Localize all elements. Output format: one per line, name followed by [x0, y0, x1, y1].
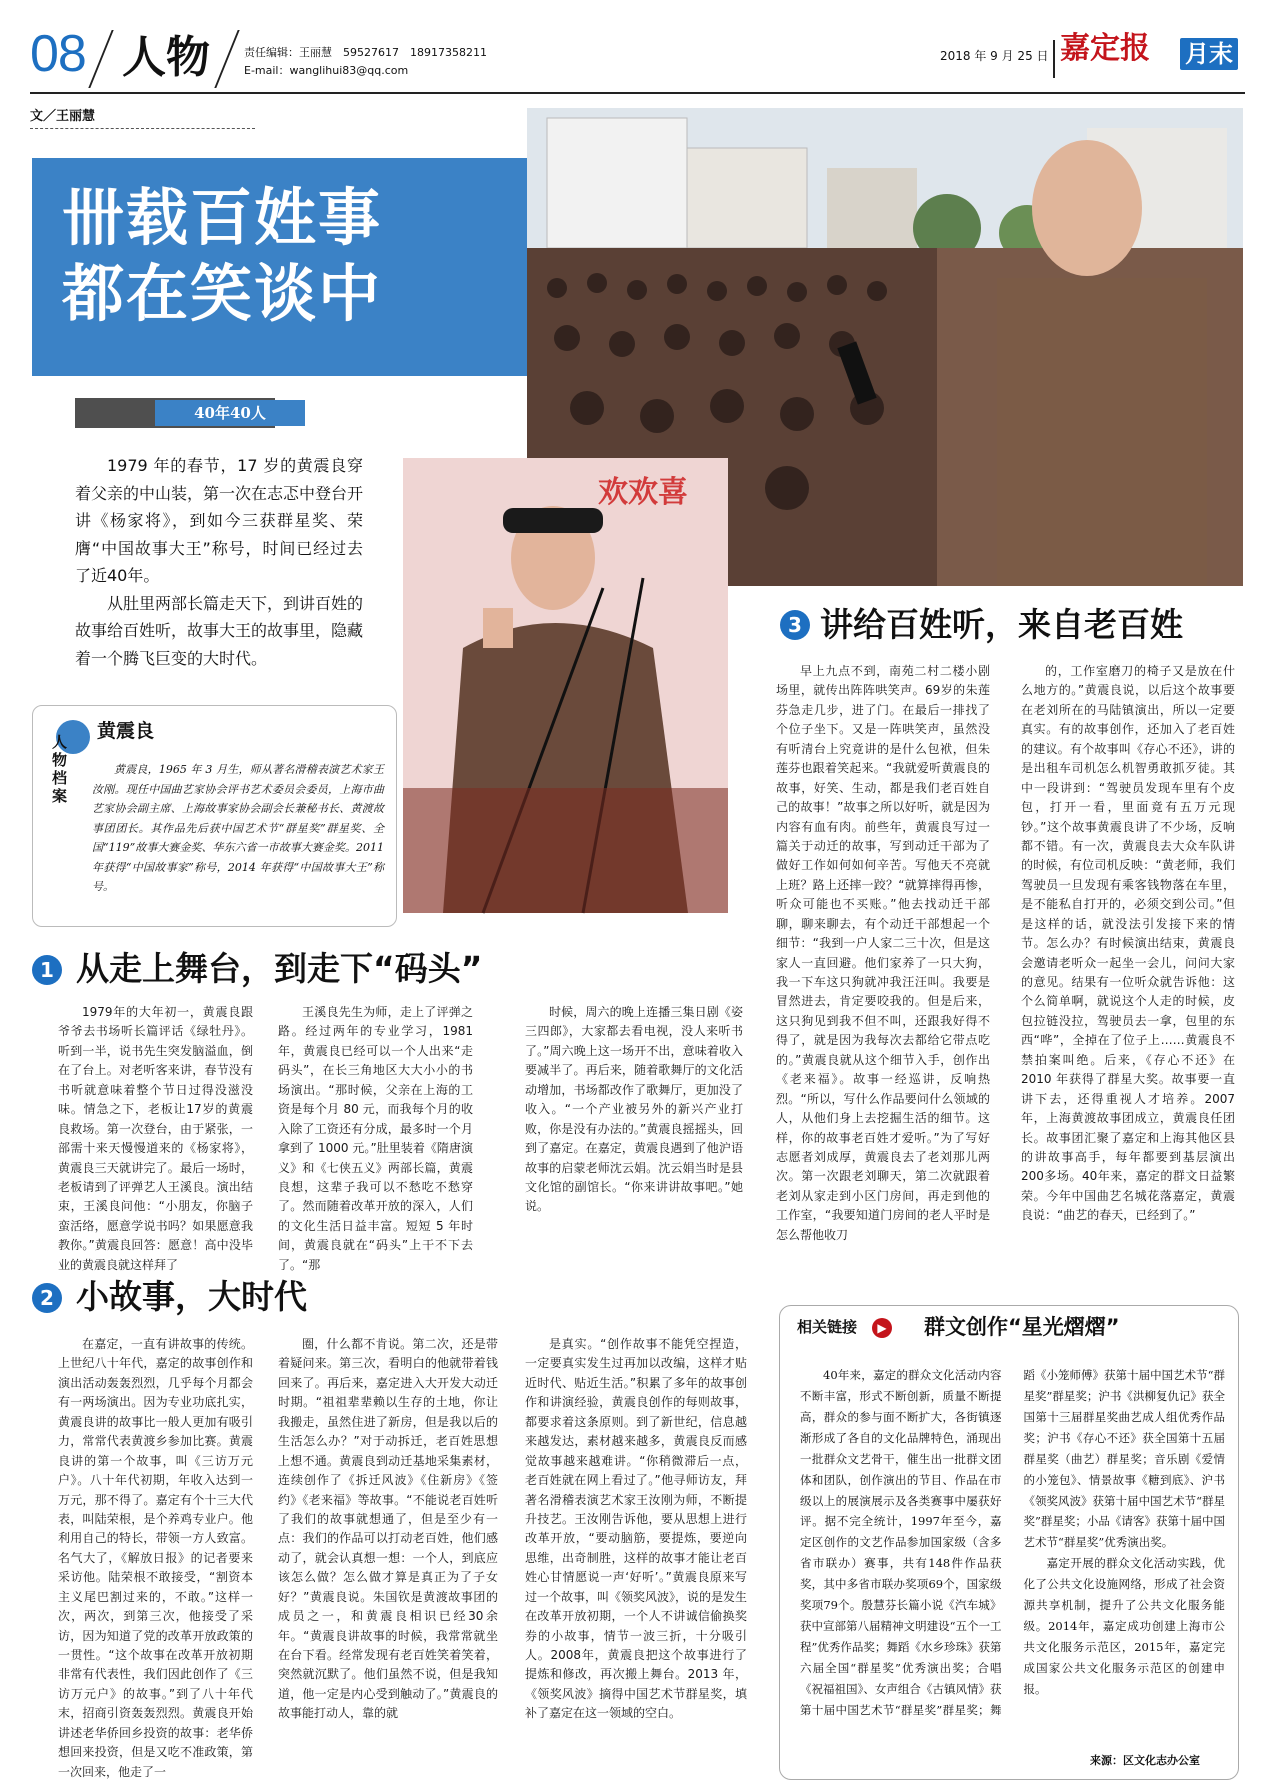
section1-column — [525, 1003, 743, 1253]
related-label: 相关链接 — [797, 1318, 858, 1336]
header-divider — [88, 30, 113, 88]
profile-tag: 人物档案 — [52, 733, 68, 805]
byline: 文／王丽慧 — [30, 109, 96, 124]
section-number-icon: 1 — [32, 955, 62, 985]
section-title: 从走上舞台，到走下“码头” — [76, 949, 483, 988]
article-text: 王溪良先生为师，走上了评弹之路。经过两年的专业学习，1981 年，黄震良已经可以一个人出来“走码头”，在长三角地区大大小小的书场演出。“那时候，父亲在上海的工资是每个月 80 元，而我每个月的收入除了工资还有分成，最多时一个月拿到了 1000 元。”肚里装着《隋唐演义》和《七侠五义》两部长篇，黄震良想，这辈子我可以不愁吃不愁穿了。然而随着改革开放的深入，人们的文化生活日益丰富。短短 5 年时间，黄震良就在“码头”上干不下去了。“那 — [278, 1005, 473, 1272]
header-divider — [1053, 40, 1055, 78]
publication-date: 2018 年 9 月 25 日 — [940, 49, 1049, 63]
related-body — [800, 1365, 1225, 1750]
section3-column — [1021, 662, 1235, 1290]
newspaper-logo: 嘉定报 — [1060, 31, 1150, 66]
arrow-right-icon: ▶ — [872, 1318, 892, 1338]
related-source: 来源：区文化志办公室 — [1090, 1754, 1200, 1767]
related-paragraph: 嘉定开展的群众文化活动实践，优化了公共文化设施网络，形成了社会资源共享机制，提升了公共文化服务能级。2014年，嘉定成功创建上海市公共文化服务示范区，2015年，嘉定完成国家公共文化服务示范区的创建申报。 — [1023, 1556, 1225, 1696]
article-text: 是真实。“创作故事不能凭空捏造，一定要真实发生过再加以改编，这样才贴近时代、贴近生活。”积累了多年的故事创作和讲演经验，黄震良创作的每则故事，都要求着这条原则。到了新世纪，信息越来越发达，素材越来越多，黄震良反而感觉故事越来越难讲。“你稍微滞后一点，老百姓就在网上看过了。”他寻师访友，拜著名滑稽表演艺术家王汝刚为师，不断提升技艺。王汝刚告诉他，要从思想上进行改革开放，“要动脑筋，要提炼，要逆向思维，出奇制胜，这样的故事才能让老百姓心甘情愿说一声‘好听’。”黄震良原来写过一个故事，叫《领奖风波》，说的是发生在改革开放初期，一个人不讲诚信偷换奖券的小故事，情节一波三折，十分吸引人。2008年，黄震良把这个故事进行了提炼和修改，再次搬上舞台。2013 年，《领奖风波》摘得中国艺术节群星奖，填补了嘉定在这一领域的空白。 — [525, 1337, 748, 1721]
lead-paragraph: 从肚里两部长篇走天下，到讲百姓的故事给百姓听，故事大王的故事里，隐藏着一个腾飞巨变的大时代。 — [75, 593, 364, 668]
section3-column — [776, 662, 990, 1290]
editor-info — [244, 44, 487, 79]
page-number: 08 — [30, 25, 86, 83]
profile-name: 黄震良 — [97, 720, 155, 742]
section1-column — [278, 1003, 473, 1272]
headline-line: 卌载百姓事 — [62, 181, 383, 254]
section-title: 讲给百姓听，来自老百姓 — [820, 605, 1183, 644]
article-text: 在嘉定，一直有讲故事的传统。上世纪八十年代，嘉定的故事创作和演出活动轰轰烈烈，几乎每个月都会有一两场演出。因为专业功底扎实，黄震良讲的故事比一般人更加有吸引力，常常代表黄渡乡参加比赛。黄震良讲的第一个故事，叫《三访万元户》。八十年代初期，年收入达到一万元，那不得了。嘉定有个十三大代表，叫陆荣根，是个养鸡专业户。他利用自己的特长，带领一方人致富。名气大了，《解放日报》的记者要来采访他。陆荣根不敢接受，“割资本主义尾巴割过来的，不敢。”这样一次，两次，到第三次，他接受了采访，因为知道了党的改革开放政策的一贯性。“这个故事在改革开放初期非常有代表性，我们因此创作了《三访万元户》的故事。”到了八十年代末，招商引资轰轰烈烈。黄震良开始讲述老华侨回乡投资的故事：老华侨想回来投资，但是又吃不准政策，第一次回来，他走了一 — [58, 1337, 253, 1779]
byline-rule — [30, 128, 255, 129]
section2-column — [58, 1335, 253, 1780]
section-title: 小故事，大时代 — [76, 1277, 307, 1316]
header-divider — [214, 30, 239, 88]
article-text: 早上九点不到，南苑二村二楼小剧场里，就传出阵阵哄笑声。69岁的朱莲芬急走几步，进了门。在最后一排找了个位子坐下。又是一阵哄笑声，虽然没有听清台上究竟讲的是什么包袱，但朱莲芬也跟着笑起来。“我就爱听黄震良的故事，好笑、生动，都是我们老百姓自己的故事！”故事之所以好听，就是因为内容有血有肉。前些年，黄震良写过一篇关于动迁的故事，写到动迁干部为了做好工作如何如何辛苦。写他天不亮就上班？路上还摔一跤？“就算摔得再惨，听众可能也不买账。”他去找动迁干部聊，聊来聊去，有个动迁干部想起一个细节：“我到一户人家二三十次，但是这家人一直回避。他们家养了一只大狗，我一下车这只狗就冲我汪汪叫。我要是冒然进去，肯定要咬我的。但是后来，这只狗见到我不但不叫，还跟我好得不得了，就是因为我每次去都给它带点吃的。”黄震良就从这个细节入手，创作出《老来福》。故事一经巡讲，反响热烈。“所以，写什么作品要问什么领域的人，从他们身上去挖掘生活的细节。这样，你的故事老百姓才爱听。”为了写好志愿者刘成厚，黄震良去了老刘那儿两次。第一次跟老刘聊天，第二次就跟着老刘从家走到小区门房间，再走到他的工作室，“我要知道门房间的老人平时是怎么帮他收刀 — [776, 664, 990, 1242]
headline-block — [32, 158, 530, 376]
section1-column — [58, 1003, 253, 1272]
related-title: 群文创作“星光熠熠” — [924, 1315, 1120, 1339]
article-text: 1979年的大年初一，黄震良跟爷爷去书场听长篇评话《绿牡丹》。听到一半，说书先生突发脑溢血，倒在了台上。对老听客来讲，春节没有书听就意味着整个节日过得没滋没味。情急之下，老板让17岁的黄震良救场。第一次登台，由于紧张，一部需十来天慢慢道来的《杨家将》，黄震良三天就讲完了。最后一场时，老板请到了评弹艺人王溪良。演出结束，王溪良问他：“小朋友，你脑子蛮活络，愿意学说书吗？如果愿意我教你。”黄震良回答：愿意！高中没毕业的黄震良就这样拜了 — [58, 1005, 253, 1272]
article-text: 时候，周六的晚上连播三集日剧《姿三四郎》，大家都去看电视，没人来听书了。”周六晚上这一场开不出，意味着收入要减半了。再后来，随着歌舞厅的文化活动增加，书场都改作了歌舞厅，更加没了收入。“一个产业被另外的新兴产业打败，你是没有办法的。”黄震良摇摇头，回到了嘉定。在嘉定，黄震良遇到了他沪语故事的启蒙老师沈云娟。沈云娟当时是县文化馆的副馆长。“你来讲讲故事吧。”她说。 — [525, 1005, 743, 1214]
header-rule — [30, 92, 1245, 94]
stage-banner-text: 欢欢喜 — [598, 475, 688, 510]
email-line: E-mail：wanglihui83@qq.com — [244, 63, 409, 77]
badge-label: 40年40人 — [155, 400, 305, 426]
section-name: 人物 — [122, 32, 210, 83]
lead-paragraphs — [75, 452, 363, 672]
profile-text: 黄震良，1965 年 3 月生，师从著名滑稽表演艺术家王汝刚。现任中国曲艺家协会评书艺术委员会委员，上海市曲艺家协会副主席、上海故事家协会副会长兼秘书长、黄渡故事团团长。其作品先后获中国艺术节“群星奖”群星奖、全国“119”故事大赛金奖、华东六省一市故事大赛金奖。2011 年获得“中国故事家”称号，2014 年获得“中国故事大王”称号。 — [92, 763, 384, 894]
section-number-icon: 3 — [780, 610, 810, 640]
article-text: 圈，什么都不肯说。第二次，还是带着疑问来。第三次，看明白的他就带着钱回来了。再后来，嘉定进入大开发大动迁时期。“祖祖辈辈赖以生存的土地，你让我搬走，虽然住进了新房，但是我以后的生活怎么办？”对于动拆迁，老百姓思想上想不通。黄震良到动迁基地采集素材，连续创作了《拆迁风波》《住新房》《签约》《老来福》等故事。“不能说老百姓听了我们的故事就想通了，但是至少有一点：我们的作品可以打动老百姓，他们感动了，就会认真想一想：一个人，到底应该怎么做？怎么做才算是真正为了子女好？”黄震良说。朱国钦是黄渡故事团的成员之一，和黄震良相识已经30余年。“黄震良讲故事的时候，我常常就坐在台下看。经常发现有老百姓笑着笑着，突然就沉默了。他们虽然不说，但是我知道，他一定是内心受到触动了。”黄震良的故事能打动人，靠的就 — [278, 1337, 498, 1721]
lead-paragraph: 1979 年的春节，17 岁的黄震良穿着父亲的中山装，第一次在志忑中登台开讲《杨家将》，到如今三获群星奖、荣膺“中国故事大王”称号，时间已经过去了近40年。 — [75, 456, 364, 586]
editor-line: 责任编辑：王丽慧 59527617 18917358211 — [244, 46, 487, 59]
section2-column — [525, 1335, 747, 1780]
stage-photo-illustration — [403, 458, 728, 913]
series-badge — [75, 398, 275, 428]
related-paragraph: 40年来，嘉定的群众文化活动内容不断丰富，形式不断创新，质量不断提高，群众的参与面不断扩大，各街镇逐渐形成了各自的文化品牌特色，涌现出一批群众文艺骨干，催生出一批群文团体和团队，创作演出的节目、作品在市级以上的展演展示及各类赛事中屡获好评。据不完全统计，1997年至今，嘉定区创作的文艺作品参加国家级（含多省市联办）赛事，共有148件作品获奖，其中多省市联办奖项69个，国家级奖项79个。殷慧芬长篇小说《汽车城》获中宣部第八届精神文明建设“五个一工程”优秀作品奖；舞蹈《水乡珍珠》获第六届全国“群星奖”优秀演出奖；合唱《祝福祖国》、女声组合《古镇风情》获第十届中国艺术节“群星奖”群星奖；舞蹈《小笼师傅》获第十届中国艺术节“群星奖”群星奖；沪书《洪柳复仇记》获全国第十三届群星奖曲艺成人组优秀作品奖；沪书《存心不还》获全国第十五届群星奖（曲艺）群星奖；音乐剧《爱情的小笼包》、情景故事《糖到底》、沪书《领奖风波》获第十届中国艺术节“群星奖”群星奖；小品《请客》获第十届中国艺术节“群星奖”优秀演出奖。 — [800, 1368, 1225, 1717]
headline-line: 都在笑谈中 — [62, 256, 383, 330]
edition-badge: 月末 — [1180, 38, 1238, 70]
section2-column — [278, 1335, 498, 1780]
section-number-icon: 2 — [32, 1283, 62, 1313]
photo-stage-performance — [403, 458, 728, 913]
article-text: 的，工作室磨刀的椅子又是放在什么地方的。”黄震良说，以后这个故事要在老刘所在的马陆镇演出，所以一定要真实。有的故事创作，还加入了老百姓的建议。有个故事叫《存心不还》，讲的是出租车司机怎么机智勇敢抓歹徒。其中一段讲到：“驾驶员发现车里有个皮包，打开一看，里面竟有五万元现钞。”这个故事黄震良讲了不少场，反响都不错。有一次，黄震良去大众车队讲的时候，有位司机反映：“黄老师，我们驾驶员一旦发现有乘客钱物落在车里，是不能私自打开的，必须交到公司。”但是这样的话，就没法引发接下来的情节。怎么办？有时候演出结束，黄震良会邀请老听众一起坐一会儿，问问大家的意见。结果有一位听众就告诉他：这个么简单啊，就说这个人走的时候，皮包拉链没拉，驾驶员去一拿，包里的东西“哗”，全掉在了位子上……黄震良不禁拍案叫绝。后来，《存心不还》在2010 年获得了群星大奖。故事要一直讲下去，还得重视人才培养。2007 年，上海黄渡故事团成立，黄震良任团长。故事团汇聚了嘉定和上海其他区县的讲故事高手，每年都要到基层演出200多场。40年来，嘉定的群文日益繁荣。今年中国曲艺名城花落嘉定，黄震良说：“曲艺的春天，已经到了。” — [1021, 664, 1235, 1223]
